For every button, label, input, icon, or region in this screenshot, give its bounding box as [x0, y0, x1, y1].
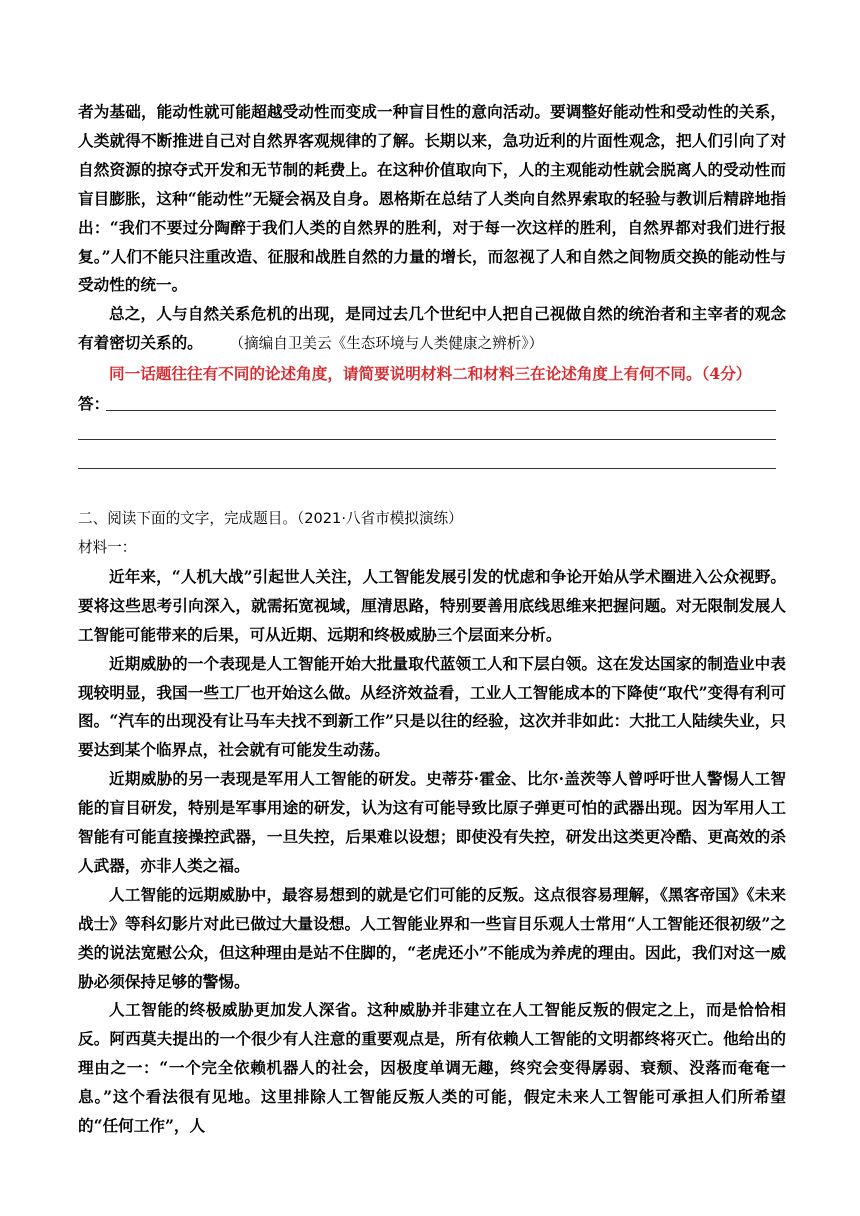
material-paragraph: 近期威胁的一个表现是人工智能开始大批量取代蓝领工人和下层白领。这在发达国家的制造业中表现较明显，我国一些工厂也开始这么做。从经济效益看，工业人工智能成本的下降使“取代”变得有利可图。“汽车的出现没有让马车夫找不到新工作”只是以往的经验，这次并非如此：大批工人陆续失业，只要达到某个临界点，社会就有可能发生动荡。: [78, 653, 786, 760]
question-text: 同一话题往往有不同的论述角度，请简要说明材料二和材料三在论述角度上有何不同。（4分）: [109, 364, 752, 384]
source-citation: （摘编自卫美云《生态环境与人类健康之辨析》）: [236, 335, 544, 353]
material-label: 材料一：: [78, 538, 137, 556]
material-paragraph: 近年来，“人机大战”引起世人关注，人工智能发展引发的忧虑和争论开始从学术圈进入公众视野。要将这些思考引向深入，就需拓宽视域，厘清思路，特别要善用底线思维来把握问题。对无限制发展人工智能可能带来的后果，可从近期、远期和终极威胁三个层面来分析。: [78, 566, 786, 644]
answer-line-3[interactable]: [78, 447, 786, 476]
conclusion-text: 总之，人与自然关系危机的出现，是同过去几个世纪中人把自己视做自然的统治者和主宰者的观念有着密切关系的。: [78, 304, 786, 353]
material-paragraph: 近期威胁的另一表现是军用人工智能的研发。史蒂芬·霍金、比尔·盖茨等人曾呼吁世人警惕人工智能的盲目研发，特别是军事用途的研发，认为这有可能导致比原子弹更可怕的武器出现。因为军用人工智能有可能直接操控武器，一旦失控，后果难以设想；即使没有失控，研发出这类更冷酷、更高效的杀人武器，亦非人类之福。: [78, 769, 786, 875]
continuation-paragraph: 者为基础，能动性就可能超越受动性而变成一种盲目性的意向活动。要调整好能动性和受动性的关系，人类就得不断推进自己对自然界客观规律的了解。长期以来，急功近利的片面性观念，把人们引向了对自然资源的掠夺式开发和无节制的耗费上。在这种价值取向下，人的主观能动性就会脱离人的受动性而盲目膨胀，这种“能动性”无疑会祸及自身。恩格斯在总结了人类向自然界索取的轻验与教训后精辟地指出：“我们不要过分陶醉于我们人类的自然界的胜利，对于每一次这样的胜利，自然界都对我们进行报复。”人们不能只注重改造、征服和战胜自然的力量的增长，而忽视了人和自然之间物质交换的能动性与受动性的统一。: [78, 102, 786, 295]
document-page: [78, 98, 786, 1141]
material-paragraph: 人工智能的远期威胁中，最容易想到的就是它们可能的反叛。这点很容易理解，《黑客帝国》《未来战士》等科幻影片对此已做过大量设想。人工智能业界和一些盲目乐观人士常用“人工智能还很初级”之类的说法宽慰公众，但这种理由是站不住脚的，“老虎还小”不能成为养虎的理由。因此，我们对这一威胁必须保持足够的警惕。: [78, 884, 786, 991]
conclusion-paragraph: [78, 300, 786, 359]
answer-line-2[interactable]: [78, 418, 786, 447]
answer-label: 答：: [78, 394, 110, 414]
section-title: 二、阅读下面的文字，完成题目。（2021·八省市模拟演练）: [78, 510, 463, 528]
answer-line-1[interactable]: [78, 389, 786, 418]
material-paragraph: 人工智能的终极威胁更加发人深省。这种威胁并非建立在人工智能反叛的假定之上，而是恰恰相反。阿西莫夫提出的一个很少有人注意的重要观点是，所有依赖人工智能的文明都终将灭亡。他给出的理由之一：“一个完全依赖机器人的社会，因极度单调无趣，终究会变得孱弱、衰颓、没落而奄奄一息。”这个看法很有见地。这里排除人工智能反叛人类的可能，假定未来人工智能可承担人们所希望的“任何工作”，人: [78, 1000, 786, 1136]
